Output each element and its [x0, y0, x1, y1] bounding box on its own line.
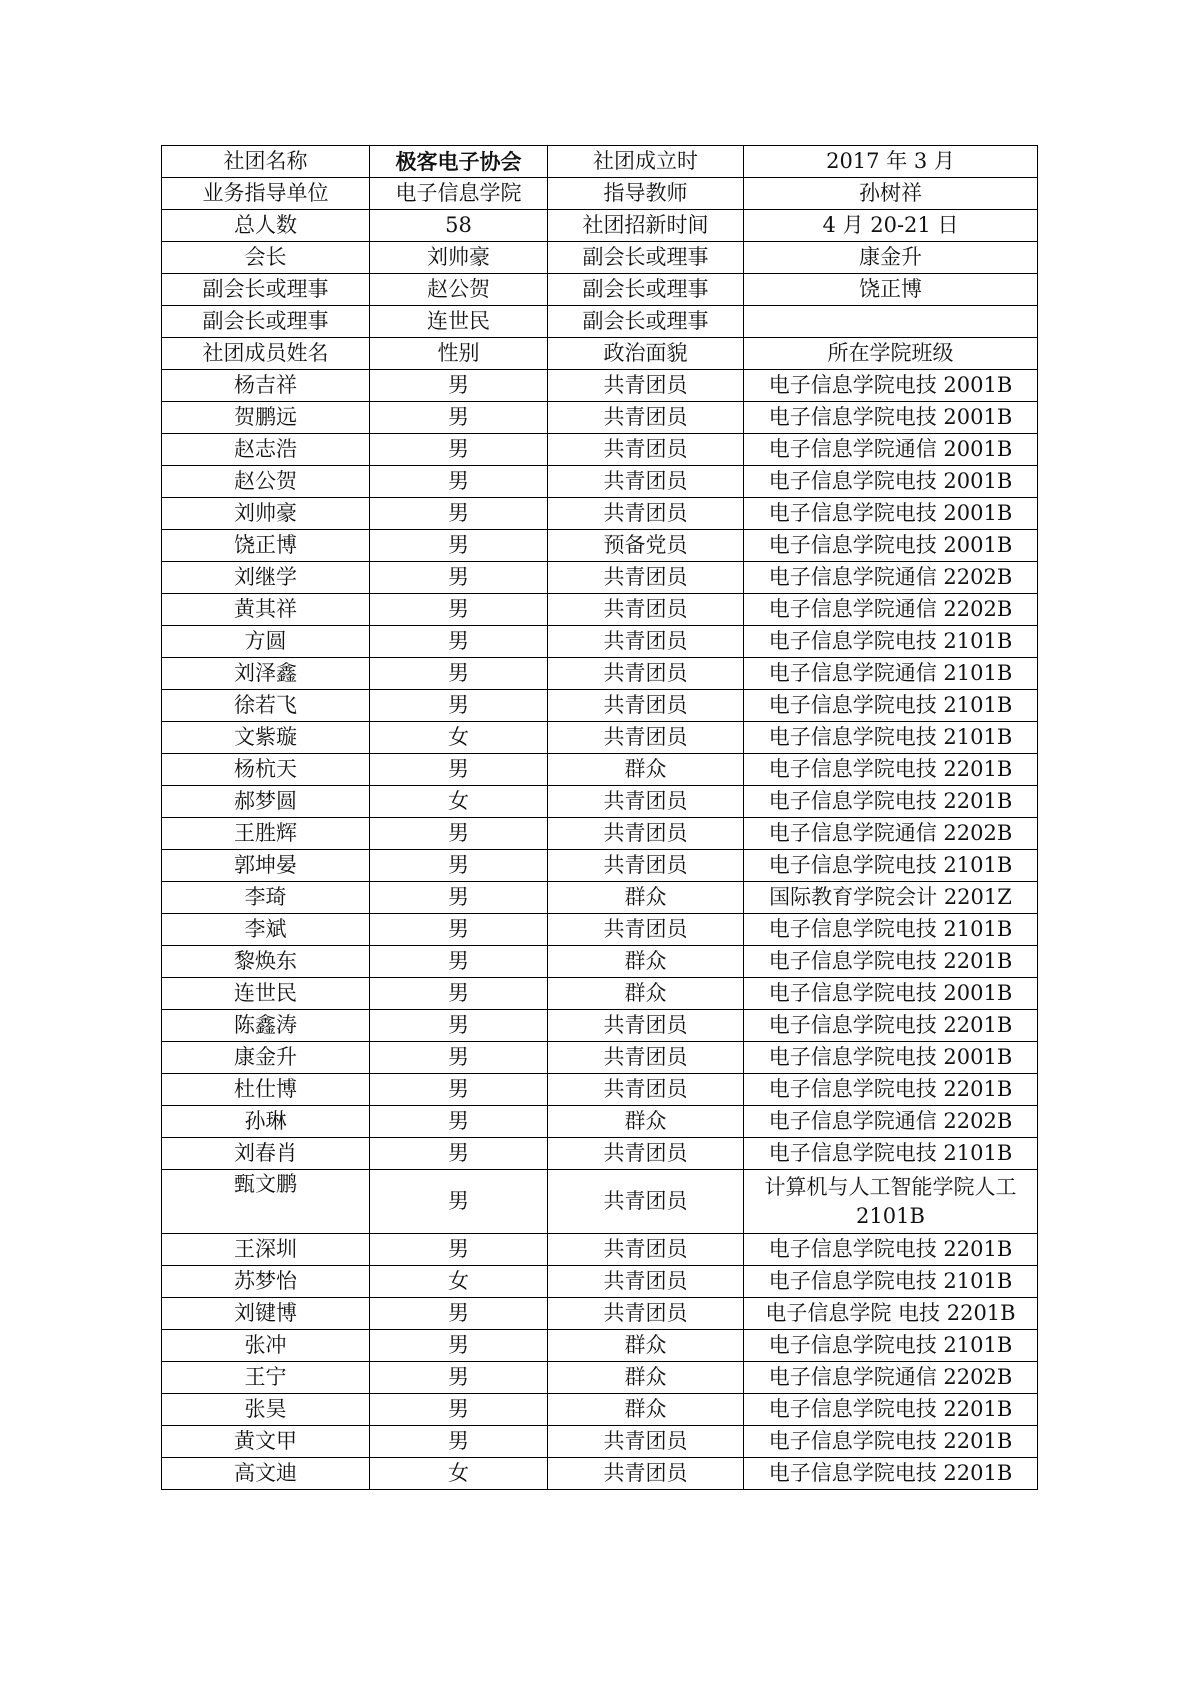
cell-col3: 共青团员 — [548, 1074, 744, 1106]
cell-col3: 共青团员 — [548, 786, 744, 818]
member-row — [162, 1298, 1038, 1330]
cell-col1: 王胜辉 — [162, 818, 370, 850]
cell-col3: 共青团员 — [548, 1170, 744, 1234]
cell-col3: 共青团员 — [548, 1138, 744, 1170]
cell-col4: 电子信息学院电技 2101B — [744, 850, 1038, 882]
cell-col1: 高文迪 — [162, 1458, 370, 1490]
cell-col1: 刘春肖 — [162, 1138, 370, 1170]
member-row — [162, 818, 1038, 850]
member-row — [162, 370, 1038, 402]
cell-col1: 郭坤晏 — [162, 850, 370, 882]
cell-col4: 电子信息学院电技 2001B — [744, 466, 1038, 498]
cell-col4: 电子信息学院电技 2101B — [744, 1266, 1038, 1298]
cell-col1: 黎焕东 — [162, 946, 370, 978]
cell-col4: 康金升 — [744, 242, 1038, 274]
cell-col4: 电子信息学院电技 2201B — [744, 1074, 1038, 1106]
cell-col2: 男 — [370, 1170, 548, 1234]
member-row — [162, 786, 1038, 818]
cell-col4: 电子信息学院电技 2201B — [744, 1458, 1038, 1490]
cell-col1: 李琦 — [162, 882, 370, 914]
cell-col2: 男 — [370, 530, 548, 562]
cell-col3: 预备党员 — [548, 530, 744, 562]
cell-col3: 共青团员 — [548, 1298, 744, 1330]
cell-col2: 男 — [370, 882, 548, 914]
cell-col2: 男 — [370, 402, 548, 434]
cell-col2: 赵公贺 — [370, 274, 548, 306]
cell-col3: 群众 — [548, 754, 744, 786]
cell-col2: 男 — [370, 1394, 548, 1426]
cell-col3: 社团成立时 — [548, 146, 744, 178]
info-row — [162, 146, 1038, 178]
cell-col1: 苏梦怡 — [162, 1266, 370, 1298]
member-row — [162, 498, 1038, 530]
cell-col1: 刘键博 — [162, 1298, 370, 1330]
member-row — [162, 1266, 1038, 1298]
cell-col2: 男 — [370, 594, 548, 626]
cell-col2: 男 — [370, 1010, 548, 1042]
cell-col3: 共青团员 — [548, 402, 744, 434]
member-row — [162, 434, 1038, 466]
member-row — [162, 882, 1038, 914]
cell-col2: 男 — [370, 978, 548, 1010]
cell-col2: 男 — [370, 626, 548, 658]
cell-col1: 黄文甲 — [162, 1426, 370, 1458]
cell-col1: 张冲 — [162, 1330, 370, 1362]
cell-col4: 电子信息学院通信 2001B — [744, 434, 1038, 466]
member-row — [162, 1394, 1038, 1426]
cell-col3: 共青团员 — [548, 434, 744, 466]
cell-col4 — [744, 306, 1038, 338]
cell-col4: 电子信息学院通信 2202B — [744, 818, 1038, 850]
cell-col1: 刘继学 — [162, 562, 370, 594]
cell-col4: 计算机与人工智能学院人工 2101B — [744, 1170, 1038, 1234]
roster-body — [162, 146, 1038, 1490]
cell-col2: 男 — [370, 658, 548, 690]
member-row — [162, 466, 1038, 498]
cell-col3: 共青团员 — [548, 658, 744, 690]
cell-col4: 电子信息学院电技 2101B — [744, 1138, 1038, 1170]
cell-col4: 电子信息学院电技 2001B — [744, 1042, 1038, 1074]
member-row — [162, 1234, 1038, 1266]
member-row — [162, 1362, 1038, 1394]
cell-col2: 刘帅豪 — [370, 242, 548, 274]
member-row — [162, 1010, 1038, 1042]
cell-col4: 电子信息学院电技 2201B — [744, 1394, 1038, 1426]
cell-col3: 共青团员 — [548, 818, 744, 850]
cell-col3: 共青团员 — [548, 562, 744, 594]
cell-col3: 副会长或理事 — [548, 242, 744, 274]
cell-col4: 电子信息学院电技 2101B — [744, 690, 1038, 722]
cell-col1: 康金升 — [162, 1042, 370, 1074]
member-row — [162, 946, 1038, 978]
cell-col4: 电子信息学院电技 2101B — [744, 1330, 1038, 1362]
cell-col4: 电子信息学院电技 2001B — [744, 498, 1038, 530]
cell-col2: 男 — [370, 1042, 548, 1074]
cell-col4: 电子信息学院电技 2101B — [744, 914, 1038, 946]
cell-col3: 群众 — [548, 946, 744, 978]
cell-col1: 杜仕博 — [162, 1074, 370, 1106]
cell-col4: 2017 年 3 月 — [744, 146, 1038, 178]
member-row — [162, 1042, 1038, 1074]
cell-col1: 李斌 — [162, 914, 370, 946]
cell-col3: 指导教师 — [548, 178, 744, 210]
cell-col4: 电子信息学院电技 2201B — [744, 786, 1038, 818]
cell-col2: 男 — [370, 434, 548, 466]
cell-col2: 电子信息学院 — [370, 178, 548, 210]
member-row — [162, 594, 1038, 626]
cell-col4: 电子信息学院电技 2101B — [744, 722, 1038, 754]
cell-col3: 共青团员 — [548, 626, 744, 658]
cell-col3: 群众 — [548, 978, 744, 1010]
cell-col1: 文紫璇 — [162, 722, 370, 754]
cell-col1: 刘帅豪 — [162, 498, 370, 530]
cell-col4: 4 月 20-21 日 — [744, 210, 1038, 242]
cell-col3: 共青团员 — [548, 1458, 744, 1490]
cell-col1: 杨杭天 — [162, 754, 370, 786]
member-row — [162, 1458, 1038, 1490]
cell-col4: 电子信息学院通信 2202B — [744, 562, 1038, 594]
cell-col1: 甄文鹏 — [162, 1170, 370, 1234]
cell-col1: 杨吉祥 — [162, 370, 370, 402]
cell-col1: 孙琳 — [162, 1106, 370, 1138]
cell-col4: 电子信息学院电技 2001B — [744, 978, 1038, 1010]
column-header: 社团成员姓名 — [162, 338, 370, 370]
cell-col4: 电子信息学院通信 2101B — [744, 658, 1038, 690]
cell-col4: 国际教育学院会计 2201Z — [744, 882, 1038, 914]
cell-col4: 电子信息学院通信 2202B — [744, 1362, 1038, 1394]
cell-col2: 男 — [370, 1330, 548, 1362]
cell-col3: 副会长或理事 — [548, 306, 744, 338]
cell-col4: 电子信息学院电技 2201B — [744, 1010, 1038, 1042]
member-row — [162, 722, 1038, 754]
cell-col4: 电子信息学院电技 2001B — [744, 370, 1038, 402]
cell-col3: 共青团员 — [548, 370, 744, 402]
cell-col4: 电子信息学院通信 2202B — [744, 594, 1038, 626]
cell-col4: 电子信息学院电技 2201B — [744, 1426, 1038, 1458]
member-row — [162, 1106, 1038, 1138]
cell-col4: 电子信息学院电技 2201B — [744, 1234, 1038, 1266]
cell-col1: 黄其祥 — [162, 594, 370, 626]
cell-col1: 会长 — [162, 242, 370, 274]
cell-col4: 电子信息学院 电技 2201B — [744, 1298, 1038, 1330]
cell-col2: 极客电子协会 — [370, 146, 548, 178]
column-header: 政治面貌 — [548, 338, 744, 370]
member-row — [162, 1138, 1038, 1170]
member-row — [162, 562, 1038, 594]
cell-col3: 共青团员 — [548, 690, 744, 722]
cell-col2: 男 — [370, 466, 548, 498]
cell-col3: 共青团员 — [548, 466, 744, 498]
cell-col3: 群众 — [548, 1394, 744, 1426]
club-roster-table — [161, 145, 1038, 1490]
member-row — [162, 1330, 1038, 1362]
cell-col1: 赵志浩 — [162, 434, 370, 466]
member-row — [162, 754, 1038, 786]
cell-col1: 连世民 — [162, 978, 370, 1010]
cell-col3: 群众 — [548, 1330, 744, 1362]
cell-col4: 电子信息学院电技 2201B — [744, 754, 1038, 786]
cell-col2: 男 — [370, 1234, 548, 1266]
cell-col3: 共青团员 — [548, 594, 744, 626]
cell-col3: 共青团员 — [548, 1234, 744, 1266]
member-row — [162, 1426, 1038, 1458]
cell-col2: 男 — [370, 754, 548, 786]
cell-col3: 群众 — [548, 882, 744, 914]
cell-col2: 男 — [370, 1362, 548, 1394]
info-row — [162, 242, 1038, 274]
cell-col2: 男 — [370, 914, 548, 946]
member-row — [162, 850, 1038, 882]
cell-col3: 共青团员 — [548, 1426, 744, 1458]
cell-col1: 刘泽鑫 — [162, 658, 370, 690]
member-row — [162, 1074, 1038, 1106]
cell-col3: 副会长或理事 — [548, 274, 744, 306]
cell-col4: 孙树祥 — [744, 178, 1038, 210]
cell-col2: 女 — [370, 1458, 548, 1490]
member-row — [162, 914, 1038, 946]
cell-col2: 男 — [370, 690, 548, 722]
member-row — [162, 530, 1038, 562]
cell-col1: 业务指导单位 — [162, 178, 370, 210]
cell-col3: 共青团员 — [548, 1042, 744, 1074]
cell-col3: 共青团员 — [548, 914, 744, 946]
cell-col4: 电子信息学院电技 2101B — [744, 626, 1038, 658]
info-row — [162, 306, 1038, 338]
cell-col2: 男 — [370, 818, 548, 850]
cell-col4: 电子信息学院电技 2201B — [744, 946, 1038, 978]
cell-col3: 共青团员 — [548, 1010, 744, 1042]
cell-col1: 总人数 — [162, 210, 370, 242]
member-row — [162, 658, 1038, 690]
cell-col2: 女 — [370, 722, 548, 754]
cell-col2: 连世民 — [370, 306, 548, 338]
cell-col3: 群众 — [548, 1362, 744, 1394]
cell-col2: 男 — [370, 1138, 548, 1170]
cell-col2: 男 — [370, 850, 548, 882]
cell-col3: 共青团员 — [548, 722, 744, 754]
cell-col1: 赵公贺 — [162, 466, 370, 498]
cell-col2: 女 — [370, 786, 548, 818]
cell-col1: 社团名称 — [162, 146, 370, 178]
member-row — [162, 1170, 1038, 1234]
cell-col1: 徐若飞 — [162, 690, 370, 722]
cell-col1: 张昊 — [162, 1394, 370, 1426]
cell-col2: 男 — [370, 1074, 548, 1106]
cell-col4: 电子信息学院电技 2001B — [744, 530, 1038, 562]
cell-col2: 男 — [370, 562, 548, 594]
cell-col2: 男 — [370, 1298, 548, 1330]
info-row — [162, 210, 1038, 242]
cell-col3: 社团招新时间 — [548, 210, 744, 242]
cell-col1: 郝梦圆 — [162, 786, 370, 818]
cell-col4: 电子信息学院通信 2202B — [744, 1106, 1038, 1138]
column-header: 所在学院班级 — [744, 338, 1038, 370]
cell-col1: 陈鑫涛 — [162, 1010, 370, 1042]
cell-col1: 副会长或理事 — [162, 306, 370, 338]
column-header: 性别 — [370, 338, 548, 370]
member-header-row — [162, 338, 1038, 370]
member-row — [162, 690, 1038, 722]
info-row — [162, 274, 1038, 306]
cell-col4: 电子信息学院电技 2001B — [744, 402, 1038, 434]
cell-col1: 王深圳 — [162, 1234, 370, 1266]
cell-col2: 女 — [370, 1266, 548, 1298]
member-row — [162, 978, 1038, 1010]
cell-col1: 贺鹏远 — [162, 402, 370, 434]
cell-col1: 饶正博 — [162, 530, 370, 562]
cell-col3: 共青团员 — [548, 498, 744, 530]
cell-col2: 男 — [370, 498, 548, 530]
cell-col2: 男 — [370, 946, 548, 978]
cell-col2: 男 — [370, 1426, 548, 1458]
cell-col3: 群众 — [548, 1106, 744, 1138]
cell-col3: 共青团员 — [548, 1266, 744, 1298]
cell-col1: 副会长或理事 — [162, 274, 370, 306]
cell-col2: 58 — [370, 210, 548, 242]
cell-col2: 男 — [370, 370, 548, 402]
member-row — [162, 626, 1038, 658]
cell-col2: 男 — [370, 1106, 548, 1138]
cell-col1: 方圆 — [162, 626, 370, 658]
info-row — [162, 178, 1038, 210]
cell-col1: 王宁 — [162, 1362, 370, 1394]
cell-col3: 共青团员 — [548, 850, 744, 882]
member-row — [162, 402, 1038, 434]
cell-col4: 饶正博 — [744, 274, 1038, 306]
